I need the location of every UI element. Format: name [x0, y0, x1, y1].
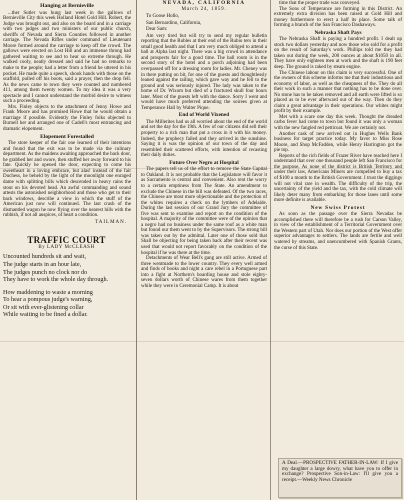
subhead-nebraska-shaft: Nebraska Shaft Pays — [314, 29, 362, 36]
poem-line: How maddening to waste a morning — [3, 288, 93, 296]
paragraph: Another cask of new arrived out in Hughes Wells Bank business for target practice today. My favor to Miss Rose Moore, and Shop McFadden, while Henry Harrington got the pie top. — [274, 131, 402, 154]
poem-byline: By LADY McCLEASH — [38, 245, 95, 251]
paragraph: Detachments of Wear Bell's gang are still active. Armed of three wentmade to the lower country. They every well armed and finds of books and night a care rebel in a Portuguese part into a fight at Northern's boarding house and stole eighty-seven dollars worth of Chinese wares from them together while they were in Ceremonial Camp. It is about — [141, 256, 267, 289]
middle-column — [139, 0, 269, 500]
column-divider — [270, 0, 271, 500]
headline-bernieville: Hanging at Bernieville — [40, 3, 94, 9]
paragraph: The papers tell us of the effort to remove the State Capital to Oakland. It is not probable that the Legislature will favor it as Sacramento is central and convenient. Also rent the worry to a certain emptiness from The State. An amendment to exclude the Chinese in the bill was defeated. Of the two races, the Chinese are most more objectionable and the protection of the whites requires a check on the lymbers of Adelaide. During the last session of our Grand Jury the committee of five was sent to examine and report on the condition of the hospital. A majority of the committee were of the opinion that a negro had no business under the same roof as a white man but found our them went to by the Supervisors. The strong bill was taken out by the admittal. Later one of those sold that Shall be objecting for being taken back after their recent was used that would not report favorably on the condition of the hospital if he was there at the time. — [141, 167, 267, 256]
subhead-hospital: Future Over Negro at Hospital — [169, 159, 239, 166]
pasted-clipping: A Deal.—PROSPECTIVE FATHER-IN-LAW: If I give my daughter a large dowry, what have you to offer in exchange? Prospective Son-in-Law: I'll give you a receipt.—Weekly News Chronicle — [278, 458, 402, 498]
paragraph: As soon as the passage over the Sierra Nevadas be accomplished there will therefore be a rush for Carson Valley, in view of the establishment of a Territorial Government over the Western part of Utah. Nor does our portion of the West offer superior advantages to settlers. The lands are fertile and well watered by streams, and unencumbered with Spanish Grants, the curse of this State. — [274, 212, 402, 251]
poem-line: They have to work the whole day through. — [3, 276, 109, 284]
subhead-swiss-protest: New Swiss Protest — [310, 204, 366, 211]
poem-line: To hear a pompous judge's warning, — [3, 296, 93, 304]
poem-line: Uncounted hundreds sit and wait, — [3, 253, 86, 261]
left-column — [0, 0, 133, 500]
paragraph: Met with a scare one day this week. Thought the dreaded carbo fever had come to town but found it was only a woman with the new fangled red petticoat. We are certainly not. — [274, 114, 402, 132]
left-article — [0, 0, 133, 225]
paragraph: time that the proper trade was conveyed. — [279, 1, 361, 6]
greeting-line: To Goose Hollo, — [146, 14, 180, 20]
paragraph: The Sons of Temperance are forming in this District. An extremely extra division has been raised at Gold Hill and money furthermore to erect a half its place. Some talk of forming a branch of the San Francisco Dashaways. — [274, 6, 402, 29]
paragraph: The Chinese labour on this claim is very successful. One of the owners of this scheme informs me that their industrious and economy of labor, as well as the cheapness of the. They do all their work in such a manner that nothing has to be done over. No stone has to be taken removed and all earth were lifted is so placed as to be ever afterward out of the way. Then do they claim a great advantage in their operations. Our whites might profit by their example. — [274, 70, 402, 115]
paragraph: The Nebraska Shaft is paying a hundred profit. I dealt up stock two dollars yesterday and now those who sold for a profit on the result of Saturday's work. Phillips told me they had taken out during the week, 200 ounces at about $1050 in all. They have only eighteen men at work and the shaft is 190 feet deep. The ground is raked by steam engine. — [274, 37, 402, 71]
paragraph: ...ther Sutler was hung last week in the gallows of Bernieville City this week Holland Hotel Gold Hill. Robert, the Judge was brought out, and also on the board and in a carriage with two judges and two ministers of our public church, sheriffs of Nevada and Sierra Counties followed in another carriage. The Nevada Rifles under command of Lieutenant Moore formed around the carriage to keep off the crowd. The gallows were erected on Lost Hill and an immense throng had gathered waiting to see and to hear so extreme through. He walked cooly, neatly dressed and said he had no remarks to make to the people; had a letter from a friend he uttered in his pocket. He made quite a speech, shook hands with those on the scaffold, pulled off his boots, said a prayer, then the drop fell. As the news came to town they were counted and numbered 411, among them twenty women. To my idea it was a very spectacle and I cannot understand the morbid desire to witness such a proceeding. — [3, 10, 131, 105]
poem-line: Or sit with ever-glistening collar — [3, 303, 84, 311]
right-column — [272, 0, 404, 500]
column-divider — [136, 0, 137, 500]
paragraph: The Millerites had us all worried about the end of the world and set the day for the 19th. A few of our citizens did sell their property to a rich man that put a cross in it with his money. Indeed, the prophecy failed and they arrived in the sunshine. Saying it is was the opinion of our town of the day and resembled their scattered efforts, with intention of recasting their daily duties. — [141, 119, 267, 159]
headline-elopement: Elopement Forestalled — [40, 133, 94, 140]
dateline: March 24, 1859. — [181, 6, 227, 12]
poem-line: While waiting to be fined a dollar. — [3, 311, 88, 319]
paragraph: Reports of the rich fields of Frazer River have reached here I understand that over one thousand people left San Francisco for the purpose. As none of the district is British Territory and under their law, Americans Miners are compelled to buy a tax of $100 a month to the British Government. I trust the diggings will not vital rare in wealth. The difficulty of the trip, the uncertainty of the yield and the tax, with the cold climate will likely deter many from embarking for those lanes until some more definite is available. — [274, 153, 402, 204]
poem-line: The judge starts in an hour late, — [3, 260, 82, 268]
masthead: NEVADA, CALIFORNIA — [162, 0, 246, 6]
subhead-end-of-world: End of World Vixened — [178, 112, 230, 119]
poem-line: The judges punch no clock nor do — [3, 268, 88, 276]
letter-page — [139, 0, 404, 500]
paragraph: Mrs. Finley objects to the attachment of Jenny Howe and Frank Moore and has promised Howe that he would obtain a marriage if possible. Evidently the Finley folks objected to Burnell her and arranged one of Cadell's most entrancing and dramatic elopement. — [3, 104, 131, 133]
signature: TAILMAN. — [95, 219, 127, 225]
poem-body — [0, 253, 133, 319]
poem-title: TRAFFIC COURT — [27, 235, 106, 246]
paragraph: The store keeper of the fair one learned of their intentions and found that the exit was to be made via the culinary department. As the maidens awaiting approached the back door, he grabbed her and swore, then stuffed her away forward to his fate. Quickly he opened the door, expecting to come his sweetheart in a loving embrace, but alas! instead of the fair Duchess, he beheld by the light of the moonlight one enraged dame with splitting bills which descended in heavy rains the stout on his devoted head. An awful commanding and sound attests the astonished neighborhood and those who get to their back windows, describe a view in which the stuff of the American just now will continued. The last crash of the dismantled wagon he now flying over the nearest hills with the rubbish, if not all auspices, of heart a condition. — [3, 141, 131, 219]
greeting-line: Dear Sam: — [146, 27, 168, 33]
greeting-line: San Bernardino, California, — [146, 20, 202, 26]
paper-crease — [0, 341, 404, 342]
paragraph: Am very tired but will try to send my regular bulletin reporting that the Rubles at their end of the Rubio ters in their small good health and that I am very much obliged to attend a ball at Alpha last night. There was a big crowd in attendance and prospects fair for a good time. The ball room is in the second story of the hotel and a porch adjoining had been overpassed off for a dressing room for ladies. Mr. Cheney was in there putting on bit, for one of the guests and thoughtlessly leaned against the railing, which gave way and he fell to the ground and was seriously injured. The lady was taken to the home of Dr. Wixom but died of a fractured skull four hours later. Most of the guests left with the dance. Sorry I went and would have much preferred attending the soirees given at Temperance Hall by Walter Pique. — [141, 33, 267, 111]
paper-crease — [0, 168, 404, 169]
